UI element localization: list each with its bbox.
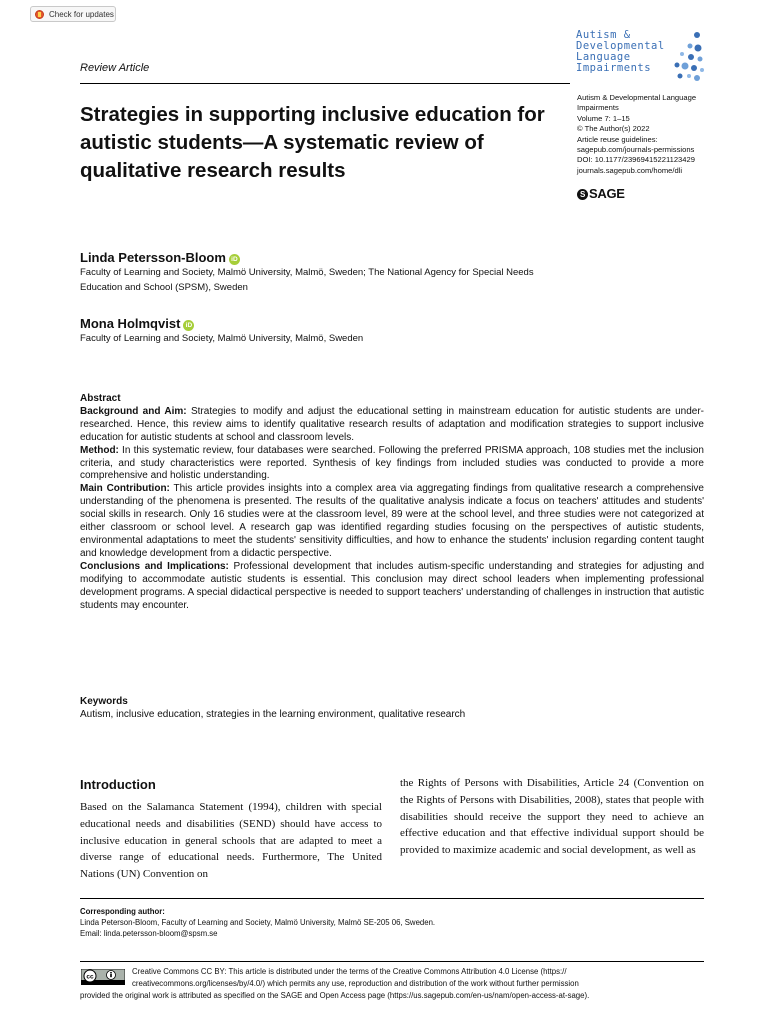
abstract-label: Main Contribution:	[80, 483, 170, 495]
meta-link-journal[interactable]: journals.sagepub.com/home/dli	[577, 165, 683, 175]
abstract-main	[80, 483, 704, 560]
check-for-updates-label: Check for updates	[49, 10, 114, 19]
corresponding-author	[80, 906, 704, 939]
license-line: creativecommons.org/licenses/by/4.0/) which permits any use, reproduction and distribution of the work without further permission	[132, 979, 579, 988]
article-type: Review Article	[80, 62, 150, 74]
keywords-text: Autism, inclusive education, strategies in the learning environment, qualitative research	[80, 709, 466, 720]
abstract-label: Background and Aim:	[80, 405, 187, 417]
sage-logo	[577, 186, 625, 201]
orcid-icon[interactable]: iD	[229, 254, 240, 265]
journal-logo-line: Autism &	[576, 29, 631, 41]
author-name: Mona Holmqvist	[80, 316, 181, 331]
meta-line: Impairments	[577, 103, 619, 113]
header-rule	[80, 83, 570, 84]
journal-logo-dots-icon	[664, 30, 708, 82]
corresponding-heading: Corresponding author:	[80, 907, 165, 916]
abstract-method	[80, 445, 704, 484]
corresponding-email[interactable]: Email: linda.petersson-bloom@spsm.se	[80, 929, 218, 938]
cc-badge-text: cc	[86, 973, 94, 981]
abstract-heading: Abstract	[80, 393, 121, 404]
author-affiliation: Faculty of Learning and Society, Malmö University, Malmö, Sweden	[80, 333, 364, 344]
journal-logo-text	[576, 30, 665, 74]
check-for-updates-button[interactable]	[30, 6, 116, 22]
keywords-heading: Keywords	[80, 696, 128, 707]
meta-line: Volume 7: 1–15	[577, 113, 630, 123]
footnote-rule	[80, 898, 704, 899]
body-column-left: Based on the Salamanca Statement (1994), children with special educational needs and disabilities (SEND) should have access to inclusive education in general schools that are adapted to meet a diverse range of educational needs. Furthermore, The United Nations (UN) Convention on	[80, 801, 382, 881]
meta-line: Article reuse guidelines:	[577, 134, 658, 144]
meta-line: Autism & Developmental Language	[577, 93, 697, 102]
license-line: Creative Commons CC BY: This article is distributed under the terms of the Creative Commons Attribution 4.0 License (https://	[132, 967, 567, 976]
abstract-label: Method:	[80, 444, 119, 456]
abstract-label: Conclusions and Implications:	[80, 560, 229, 572]
orcid-icon[interactable]: iD	[183, 320, 194, 331]
crossmark-icon	[35, 10, 44, 19]
journal-logo-line: Impairments	[576, 62, 652, 74]
meta-line: © The Author(s) 2022	[577, 124, 650, 134]
sage-mark-icon: S	[577, 189, 588, 200]
journal-logo-line: Language	[576, 51, 631, 63]
body-column-right: the Rights of Persons with Disabilities, Article 24 (Convention on the Rights of Persons with Disabilities, 2008), states that people with disabilities should receive the support they need to achieve an effective education and that effective individual support should be provided to maximize academic and social development, as well as	[400, 777, 704, 857]
meta-link-permissions[interactable]: sagepub.com/journals-permissions	[577, 145, 695, 155]
meta-doi[interactable]: DOI: 10.1177/23969415221123429	[577, 155, 695, 165]
author-name: Linda Petersson-Bloom	[80, 250, 226, 265]
sage-logo-text: SAGE	[589, 186, 625, 201]
abstract-text: Professional development that includes autism-specific understanding and strategies for adjusting and modifying to accommodate autistic students is essential. This conclusion may direct school leaders when implementing professional development programs. A special didactical perspective is needed to support teachers' understanding of challenges in instruction that autistic students may encounter.	[80, 560, 705, 611]
abstract-conclusions	[80, 561, 704, 613]
corresponding-address: Linda Peterson-Bloom, Faculty of Learning and Society, Malmö University, Malmö SE-205 06, Sweden.	[80, 918, 436, 927]
journal-logo-line: Developmental	[576, 40, 665, 52]
abstract-text: This article provides insights into a complex area via aggregating findings from qualitative research a comprehensive understanding of the phenomena is presented. The results of the qualitative analysis indicate a focus on teachers' attitudes and students' social skills in research. Only 16 studies were at the classroom level, 89 were at the school level, and three studies were not categorized at either classroom or school level. A research gap was identified regarding studies focusing on the perspectives of autistic students, environmental adaptations to meet the students' sensitivity difficulties, and how to enhance the students' inclusion regarding content taught and knowledge development from a didactic perspective.	[80, 483, 704, 559]
journal-meta	[577, 93, 747, 176]
abstract-background	[80, 406, 704, 445]
license-rule	[80, 961, 704, 962]
introduction-heading: Introduction	[80, 777, 156, 792]
abstract	[80, 393, 704, 612]
abstract-text: Strategies to modify and adjust the educational setting in mainstream education for autistic students are under-researched. Hence, this review aims to identify qualitative research results of adaptation and modification strategies to support inclusive education for autistic students at school and classroom levels.	[80, 405, 705, 443]
license-line: provided the original work is attributed as specified on the SAGE and Open Access page (https://us.sagepub.com/en-us/nam/open-access-at-sage).	[80, 991, 590, 1000]
keywords	[80, 695, 704, 721]
article-title: Strategies in supporting inclusive education for autistic students—A systematic review of qualitative research results	[80, 103, 545, 182]
abstract-text: In this systematic review, four databases were searched. Following the preferred PRISMA approach, 108 studies met the inclusion criteria, and study characteristics were reported. Synthesis of key findings from included studies was conducted to provide a more comprehensive and holistic understanding.	[80, 444, 704, 482]
author-affiliation: Faculty of Learning and Society, Malmö University, Malmö, Sweden; The National Agency for Special Needs Education and School (SPSM), Sweden	[80, 267, 534, 293]
license-notice	[80, 966, 704, 1002]
